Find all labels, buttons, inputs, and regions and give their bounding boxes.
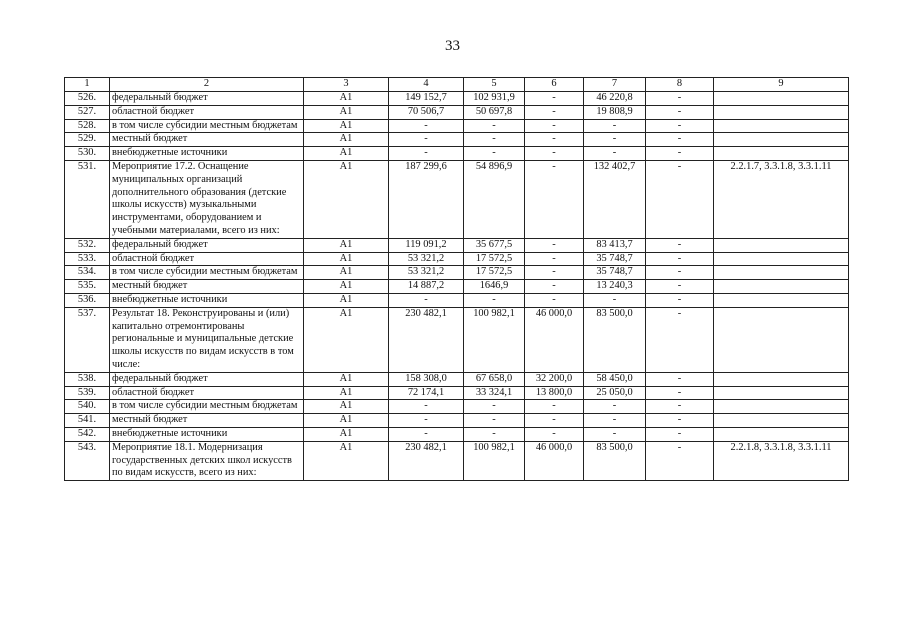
table-row: [65, 372, 849, 386]
value-cell: 132 402,7: [584, 160, 646, 238]
value-cell: -: [464, 147, 525, 161]
value-cell: 158 308,0: [389, 372, 464, 386]
value-cell: 19 808,9: [584, 105, 646, 119]
row-code: A1: [304, 119, 389, 133]
reference-cell: [714, 280, 849, 294]
value-cell: 17 572,5: [464, 252, 525, 266]
row-code: A1: [304, 307, 389, 372]
value-cell: 72 174,1: [389, 386, 464, 400]
column-header: 1: [65, 78, 110, 92]
value-cell: -: [646, 133, 714, 147]
value-cell: 35 748,7: [584, 252, 646, 266]
value-cell: -: [525, 427, 584, 441]
table-row: [65, 293, 849, 307]
value-cell: 102 931,9: [464, 92, 525, 106]
value-cell: 46 220,8: [584, 92, 646, 106]
row-name: Результат 18. Реконструированы и (или) капитально отремонтированы региональные и муниципальные детские школы искусств по видам искусств в том числе:: [110, 307, 304, 372]
value-cell: -: [646, 92, 714, 106]
value-cell: -: [646, 441, 714, 480]
value-cell: 53 321,2: [389, 266, 464, 280]
row-number: 531.: [65, 160, 110, 238]
value-cell: 100 982,1: [464, 441, 525, 480]
value-cell: 53 321,2: [389, 252, 464, 266]
reference-cell: 2.2.1.7, 3.3.1.8, 3.3.1.11: [714, 160, 849, 238]
value-cell: -: [646, 119, 714, 133]
reference-cell: [714, 414, 849, 428]
row-name: внебюджетные источники: [110, 427, 304, 441]
table-row: [65, 147, 849, 161]
value-cell: 1646,9: [464, 280, 525, 294]
value-cell: 35 677,5: [464, 238, 525, 252]
row-number: 526.: [65, 92, 110, 106]
column-header: 4: [389, 78, 464, 92]
value-cell: -: [389, 119, 464, 133]
value-cell: -: [525, 147, 584, 161]
row-code: A1: [304, 266, 389, 280]
reference-cell: [714, 427, 849, 441]
row-name: в том числе субсидии местным бюджетам: [110, 400, 304, 414]
column-header: 7: [584, 78, 646, 92]
budget-table: [64, 77, 849, 481]
row-name: в том числе субсидии местным бюджетам: [110, 119, 304, 133]
value-cell: -: [525, 160, 584, 238]
value-cell: 83 500,0: [584, 307, 646, 372]
page-number: 33: [445, 38, 460, 54]
column-header: 8: [646, 78, 714, 92]
value-cell: -: [389, 427, 464, 441]
row-number: 537.: [65, 307, 110, 372]
row-number: 543.: [65, 441, 110, 480]
value-cell: 67 658,0: [464, 372, 525, 386]
value-cell: -: [525, 238, 584, 252]
value-cell: -: [584, 133, 646, 147]
reference-cell: [714, 400, 849, 414]
table-row: [65, 133, 849, 147]
value-cell: 33 324,1: [464, 386, 525, 400]
value-cell: -: [464, 400, 525, 414]
row-name: федеральный бюджет: [110, 372, 304, 386]
value-cell: 100 982,1: [464, 307, 525, 372]
row-name: федеральный бюджет: [110, 238, 304, 252]
table-row: [65, 238, 849, 252]
row-number: 532.: [65, 238, 110, 252]
column-header: 5: [464, 78, 525, 92]
value-cell: -: [525, 280, 584, 294]
row-code: A1: [304, 92, 389, 106]
row-number: 534.: [65, 266, 110, 280]
row-name: Мероприятие 18.1. Модернизация государственных детских школ искусств по видам искусств, всего из них:: [110, 441, 304, 480]
table-row: [65, 252, 849, 266]
table-header-row: [65, 78, 849, 92]
table-row: [65, 386, 849, 400]
value-cell: -: [646, 386, 714, 400]
column-header: 9: [714, 78, 849, 92]
value-cell: -: [646, 105, 714, 119]
value-cell: -: [389, 293, 464, 307]
row-name: областной бюджет: [110, 386, 304, 400]
row-code: A1: [304, 133, 389, 147]
row-number: 542.: [65, 427, 110, 441]
table-row: [65, 105, 849, 119]
value-cell: 83 413,7: [584, 238, 646, 252]
value-cell: -: [464, 133, 525, 147]
row-number: 539.: [65, 386, 110, 400]
value-cell: -: [389, 147, 464, 161]
value-cell: -: [464, 293, 525, 307]
table-row: [65, 92, 849, 106]
value-cell: -: [584, 400, 646, 414]
value-cell: -: [584, 293, 646, 307]
row-number: 536.: [65, 293, 110, 307]
value-cell: -: [389, 414, 464, 428]
value-cell: 25 050,0: [584, 386, 646, 400]
value-cell: -: [646, 293, 714, 307]
reference-cell: [714, 386, 849, 400]
row-code: A1: [304, 105, 389, 119]
table-row: [65, 119, 849, 133]
row-name: местный бюджет: [110, 133, 304, 147]
value-cell: 70 506,7: [389, 105, 464, 119]
table-row: [65, 280, 849, 294]
row-name: областной бюджет: [110, 252, 304, 266]
value-cell: -: [584, 147, 646, 161]
value-cell: 50 697,8: [464, 105, 525, 119]
row-number: 533.: [65, 252, 110, 266]
value-cell: -: [646, 266, 714, 280]
value-cell: -: [525, 414, 584, 428]
reference-cell: [714, 133, 849, 147]
table-row: [65, 441, 849, 480]
reference-cell: [714, 92, 849, 106]
row-code: A1: [304, 147, 389, 161]
value-cell: -: [646, 280, 714, 294]
value-cell: -: [525, 119, 584, 133]
reference-cell: [714, 372, 849, 386]
value-cell: -: [389, 400, 464, 414]
reference-cell: [714, 105, 849, 119]
row-name: Мероприятие 17.2. Оснащение муниципальных организаций дополнительного образования (детские школы искусств) музыкальными инструментами, оборудованием и учебными материалами, всего из них:: [110, 160, 304, 238]
value-cell: -: [525, 252, 584, 266]
row-number: 535.: [65, 280, 110, 294]
value-cell: -: [525, 400, 584, 414]
row-code: A1: [304, 293, 389, 307]
value-cell: 13 800,0: [525, 386, 584, 400]
row-name: федеральный бюджет: [110, 92, 304, 106]
reference-cell: [714, 238, 849, 252]
value-cell: -: [525, 105, 584, 119]
value-cell: -: [646, 427, 714, 441]
row-name: в том числе субсидии местным бюджетам: [110, 266, 304, 280]
value-cell: 230 482,1: [389, 307, 464, 372]
value-cell: -: [464, 119, 525, 133]
row-code: A1: [304, 372, 389, 386]
value-cell: 46 000,0: [525, 307, 584, 372]
table-row: [65, 160, 849, 238]
value-cell: -: [584, 427, 646, 441]
table-row: [65, 266, 849, 280]
table-row: [65, 427, 849, 441]
row-name: местный бюджет: [110, 280, 304, 294]
value-cell: -: [584, 119, 646, 133]
value-cell: -: [646, 160, 714, 238]
reference-cell: [714, 266, 849, 280]
value-cell: 119 091,2: [389, 238, 464, 252]
row-code: A1: [304, 441, 389, 480]
row-code: A1: [304, 238, 389, 252]
value-cell: -: [525, 266, 584, 280]
value-cell: -: [646, 307, 714, 372]
row-code: A1: [304, 427, 389, 441]
value-cell: 35 748,7: [584, 266, 646, 280]
value-cell: -: [525, 92, 584, 106]
value-cell: 13 240,3: [584, 280, 646, 294]
table-row: [65, 307, 849, 372]
row-number: 541.: [65, 414, 110, 428]
row-name: областной бюджет: [110, 105, 304, 119]
row-name: внебюджетные источники: [110, 293, 304, 307]
value-cell: -: [646, 372, 714, 386]
value-cell: 230 482,1: [389, 441, 464, 480]
value-cell: 14 887,2: [389, 280, 464, 294]
value-cell: 83 500,0: [584, 441, 646, 480]
value-cell: 46 000,0: [525, 441, 584, 480]
value-cell: -: [464, 427, 525, 441]
row-number: 528.: [65, 119, 110, 133]
value-cell: 17 572,5: [464, 266, 525, 280]
row-number: 529.: [65, 133, 110, 147]
row-number: 538.: [65, 372, 110, 386]
row-code: A1: [304, 280, 389, 294]
row-code: A1: [304, 400, 389, 414]
row-name: внебюджетные источники: [110, 147, 304, 161]
table-row: [65, 400, 849, 414]
value-cell: -: [525, 293, 584, 307]
column-header: 2: [110, 78, 304, 92]
reference-cell: 2.2.1.8, 3.3.1.8, 3.3.1.11: [714, 441, 849, 480]
value-cell: 54 896,9: [464, 160, 525, 238]
reference-cell: [714, 307, 849, 372]
row-code: A1: [304, 160, 389, 238]
value-cell: -: [646, 252, 714, 266]
table-body: [65, 92, 849, 481]
reference-cell: [714, 119, 849, 133]
column-header: 6: [525, 78, 584, 92]
value-cell: -: [646, 147, 714, 161]
value-cell: 32 200,0: [525, 372, 584, 386]
row-code: A1: [304, 414, 389, 428]
value-cell: 149 152,7: [389, 92, 464, 106]
row-number: 527.: [65, 105, 110, 119]
column-header: 3: [304, 78, 389, 92]
reference-cell: [714, 252, 849, 266]
value-cell: -: [646, 400, 714, 414]
value-cell: 187 299,6: [389, 160, 464, 238]
row-number: 540.: [65, 400, 110, 414]
row-number: 530.: [65, 147, 110, 161]
value-cell: -: [389, 133, 464, 147]
value-cell: -: [464, 414, 525, 428]
reference-cell: [714, 293, 849, 307]
value-cell: -: [525, 133, 584, 147]
value-cell: -: [646, 238, 714, 252]
value-cell: -: [584, 414, 646, 428]
row-code: A1: [304, 252, 389, 266]
row-name: местный бюджет: [110, 414, 304, 428]
value-cell: -: [646, 414, 714, 428]
reference-cell: [714, 147, 849, 161]
row-code: A1: [304, 386, 389, 400]
value-cell: 58 450,0: [584, 372, 646, 386]
table-row: [65, 414, 849, 428]
